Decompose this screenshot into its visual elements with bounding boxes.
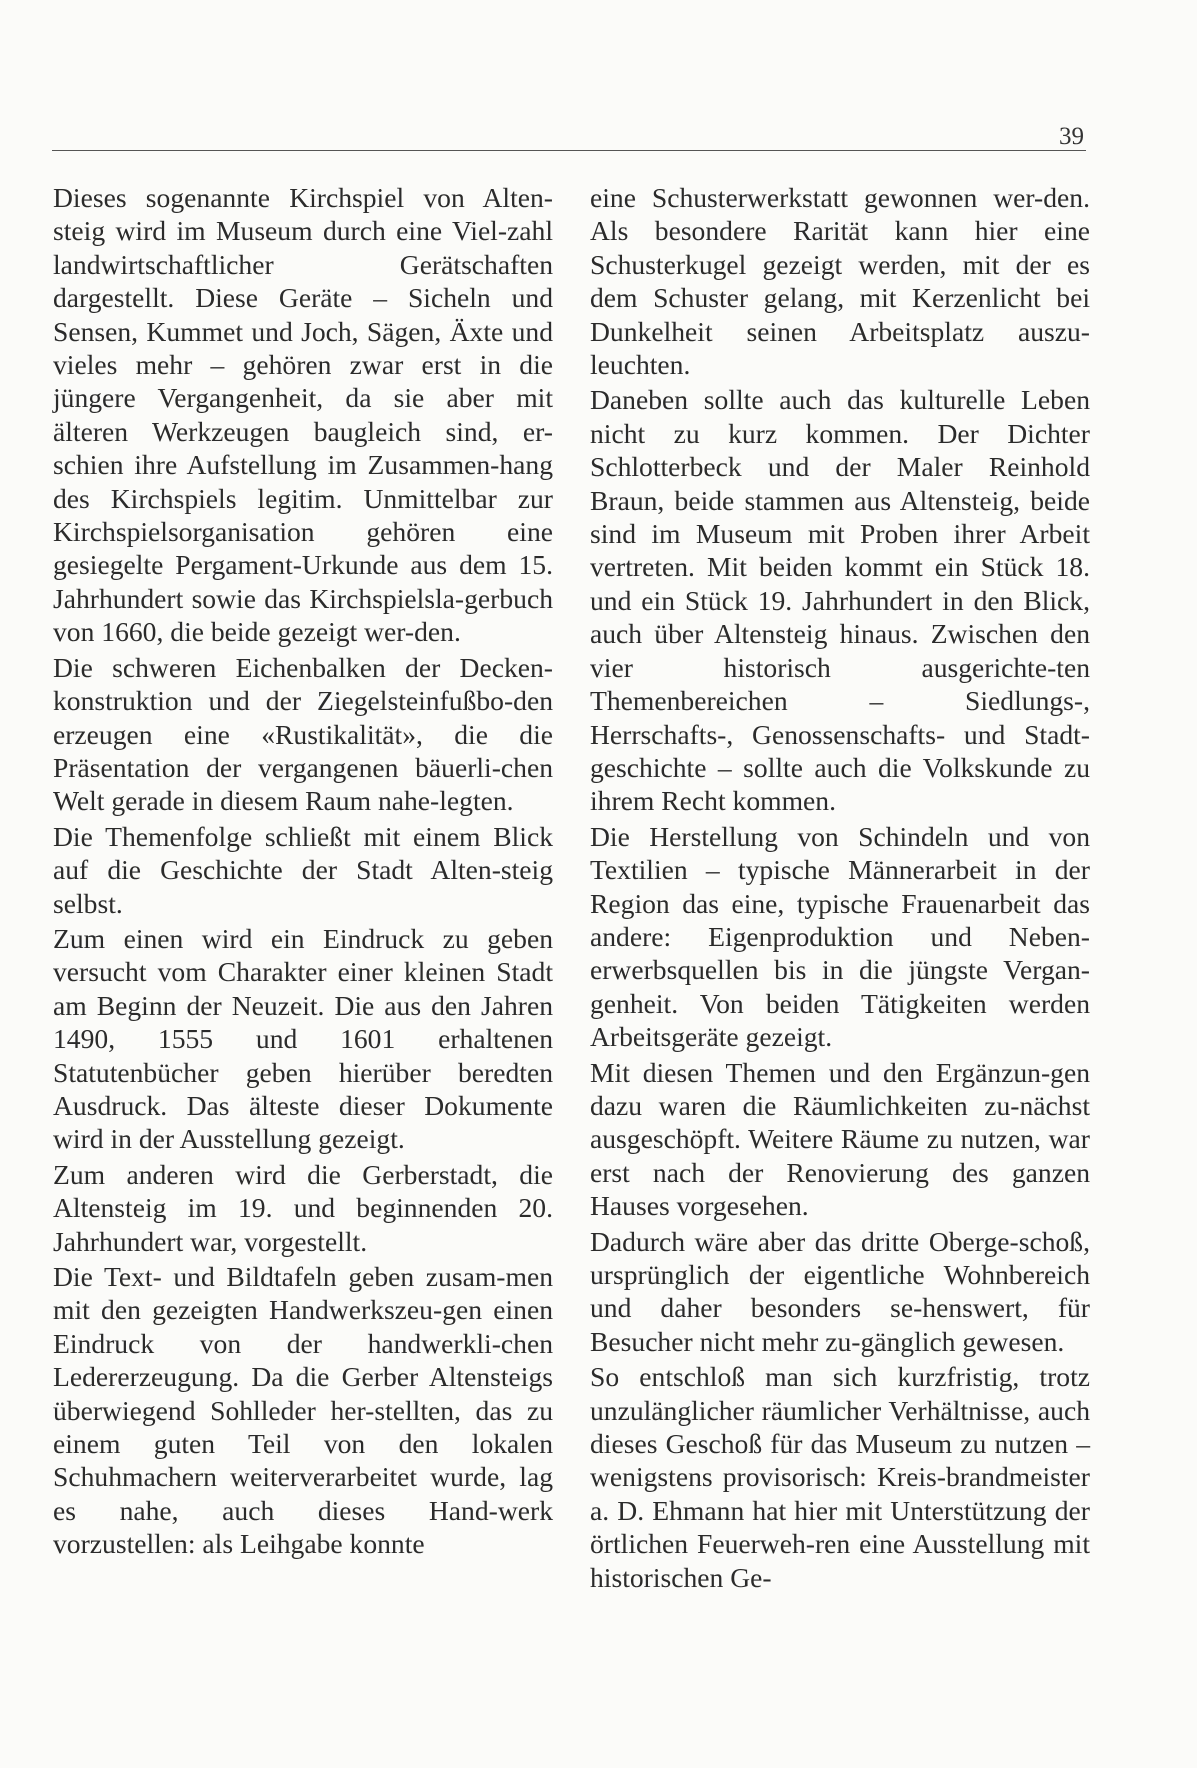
paragraph: Die Themenfolge schließt mit einem Blick auf die Geschichte der Stadt Alten-steig selbst. [53,820,553,919]
paragraph: Zum anderen wird die Gerberstadt, die Altensteig im 19. und beginnenden 20. Jahrhundert war, vorgestellt. [53,1158,553,1257]
page-number: 39 [1059,123,1084,150]
left-column [53,181,553,1563]
paragraph: Mit diesen Themen und den Ergänzun-gen dazu waren die Räumlichkeiten zu-nächst ausgeschöpft. Weitere Räume zu nutzen, war erst nach der Renovierung des ganzen Hauses vorgesehen. [590,1056,1090,1222]
paragraph: Die Herstellung von Schindeln und von Textilien – typische Männerarbeit in der Region das eine, typische Frauenarbeit das andere: Eigenproduktion und Neben-erwerbsquellen bis in die jüngste Vergan-genheit. Von beiden Tätigkeiten werden Arbeitsgeräte gezeigt. [590,820,1090,1053]
paragraph: eine Schusterwerkstatt gewonnen wer-den. Als besondere Rarität kann hier eine Schusterkugel gezeigt werden, mit der es dem Schuster gelang, mit Kerzenlicht bei Dunkelheit seinen Arbeitsplatz auszu-leuchten. [590,182,1090,381]
paragraph: Die Text- und Bildtafeln geben zusam-men mit den gezeigten Handwerkszeu-gen einen Eindruck von der handwerkli-chen Ledererzeugung. Da die Gerber Altensteigs überwiegend Sohlleder her-stellten, das zu einem guten Teil von den lokalen Schuhmachern weiterverarbeitet wurde, lag es nahe, auch dieses Hand-werk vorzustellen: als Leihgabe konnte [53,1261,553,1560]
paragraph: Zum einen wird ein Eindruck zu geben versucht vom Charakter einer kleinen Stadt am Beginn der Neuzeit. Die aus den Jahren 1490, 1555 und 1601 erhaltenen Statutenbücher geben hierüber beredten Ausdruck. Das älteste dieser Dokumente wird in der Ausstellung gezeigt. [53,922,553,1155]
paragraph: Daneben sollte auch das kulturelle Leben nicht zu kurz kommen. Der Dichter Schlotterbeck und der Maler Reinhold Braun, beide stammen aus Altensteig, beide sind im Museum mit Proben ihrer Arbeit vertreten. Mit beiden kommt ein Stück 18. und ein Stück 19. Jahrhundert in den Blick, auch über Altensteig hinaus. Zwischen den vier historisch ausgerichte-ten Themenbereichen – Siedlungs-, Herrschafts-, Genossenschafts- und Stadt-geschichte – sollte auch die Volkskunde zu ihrem Recht kommen. [590,384,1090,817]
header-rule [52,150,1086,151]
paragraph: So entschloß man sich kurzfristig, trotz unzulänglicher räumlicher Verhältnisse, auch dieses Geschoß für das Museum zu nutzen – wenigstens provisorisch: Kreis-brandmeister a. D. Ehmann hat hier mit Unterstützung der örtlichen Feuerweh-ren eine Ausstellung mit historischen Ge- [590,1361,1090,1593]
paragraph: Dieses sogenannte Kirchspiel von Alten-steig wird im Museum durch eine Viel-zahl landwirtschaftlicher Gerätschaften dargestellt. Diese Geräte – Sicheln und Sensen, Kummet und Joch, Sägen, Äxte und vieles mehr – gehören zwar erst in die jüngere Vergangenheit, da sie aber mit älteren Werkzeugen baugleich sind, er-schien ihre Aufstellung im Zusammen-hang des Kirchspiels legitim. Unmittelbar zur Kirchspielsorganisation gehören eine gesiegelte Pergament-Urkunde aus dem 15. Jahrhundert sowie das Kirchspielsla-gerbuch von 1660, die beide gezeigt wer-den. [53,182,553,648]
paragraph: Die schweren Eichenbalken der Decken-konstruktion und der Ziegelsteinfußbo-den erzeugen eine «Rustikalität», die die Präsentation der vergangenen bäuerli-chen Welt gerade in diesem Raum nahe-legten. [53,651,553,817]
paragraph: Dadurch wäre aber das dritte Oberge-schoß, ursprünglich der eigentliche Wohnbereich und daher besonders se-henswert, für Besucher nicht mehr zu-gänglich gewesen. [590,1225,1090,1357]
right-column [590,181,1090,1596]
